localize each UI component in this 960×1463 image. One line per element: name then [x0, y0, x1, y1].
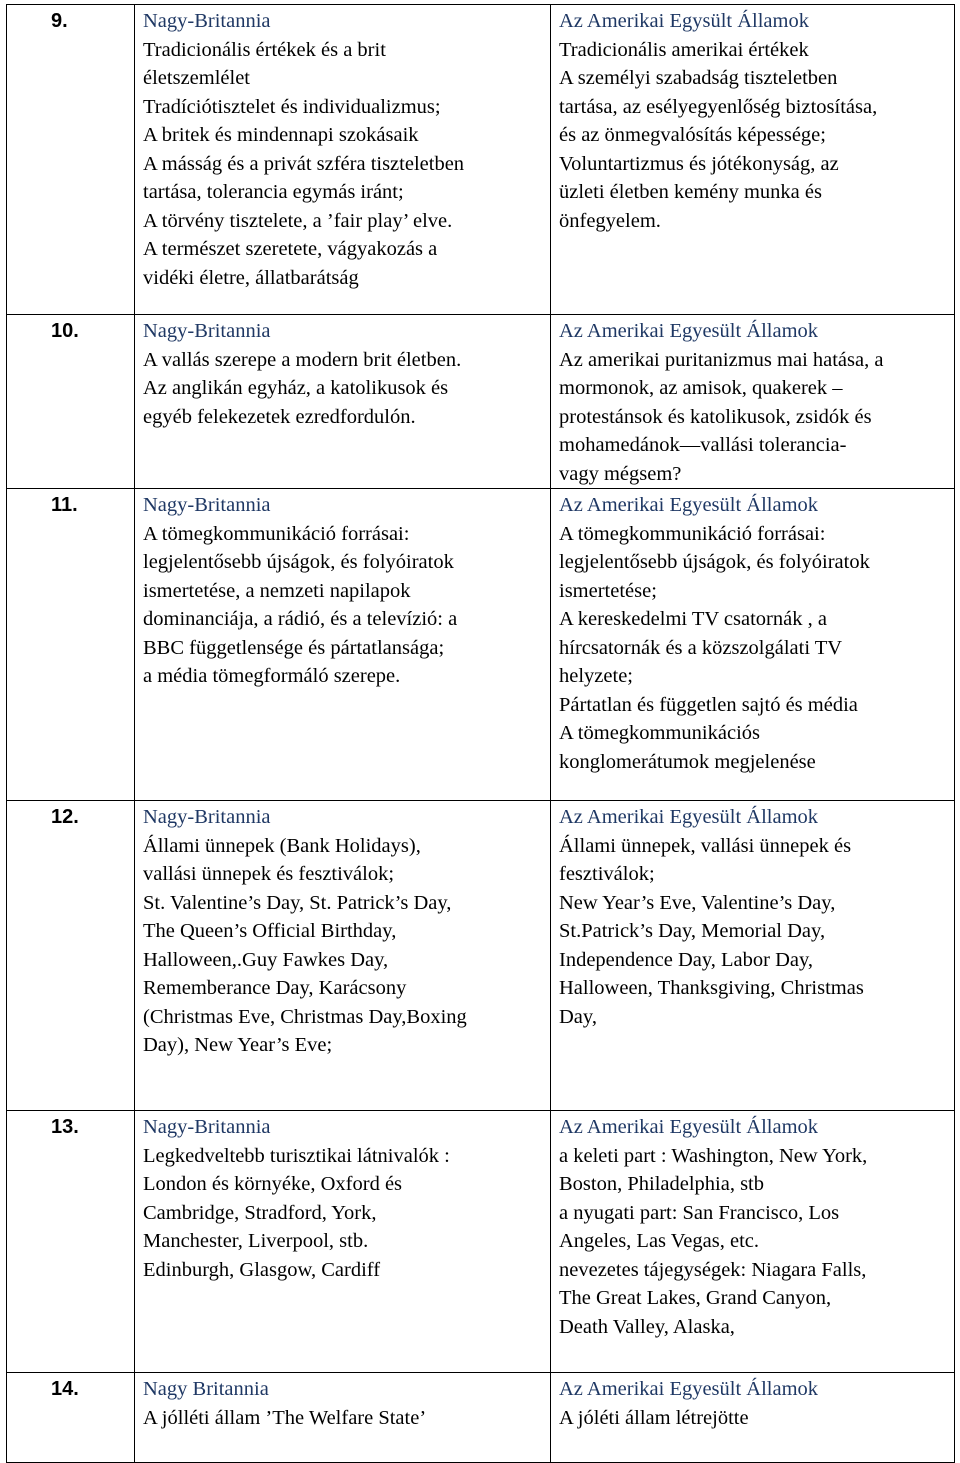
topic-text-line: Halloween,.Guy Fawkes Day, [143, 948, 389, 971]
us-topic-cell [551, 801, 955, 1111]
topic-text-line: A jólléti állam ’The Welfare State’ [143, 1406, 427, 1429]
topic-text-line: A másság és a privát szféra tiszteletben [143, 152, 465, 175]
uk-topic-cell [135, 5, 551, 315]
topic-text-line: Az amerikai puritanizmus mai hatása, a [559, 348, 884, 371]
topic-text-line: Tradicionális amerikai értékek [559, 38, 809, 61]
topic-text-line: Independence Day, Labor Day, [559, 948, 814, 971]
topic-text-line: (Christmas Eve, Christmas Day,Boxing [143, 1005, 467, 1028]
uk-country-heading: Nagy-Britannia [143, 320, 271, 342]
topic-text-line: A jóléti állam létrejötte [559, 1406, 749, 1429]
topic-number: 11. [7, 489, 135, 801]
topic-number: 12. [7, 801, 135, 1111]
topic-text-line: Tradíciótisztelet és individualizmus; [143, 95, 441, 118]
topic-text-line: és az önmegvalósítás képessége; [559, 124, 826, 146]
topics-table [6, 4, 955, 1463]
topic-row [7, 1373, 955, 1463]
topic-text-line: helyzete; [559, 665, 633, 687]
topic-text-line: nevezetes tájegységek: Niagara Falls, [559, 1258, 867, 1281]
topic-text-line: Day, [559, 1005, 597, 1028]
topic-text-line: A tömegkommunikációs [559, 722, 760, 744]
topic-row [7, 489, 955, 801]
us-topic-cell [551, 5, 955, 315]
uk-topic-cell [135, 1111, 551, 1373]
topic-text-line: Death Valley, Alaska, [559, 1315, 735, 1338]
topic-row [7, 1111, 955, 1373]
topic-text-line: egyéb felekezetek ezredfordulón. [143, 405, 416, 428]
uk-topic-cell [135, 801, 551, 1111]
us-topic-cell [551, 489, 955, 801]
us-country-heading: Az Amerikai Egyesült Államok [559, 1378, 819, 1400]
topic-text-line: tartása, tolerancia egymás iránt; [143, 181, 404, 203]
topic-number: 9. [7, 5, 135, 315]
topic-text-line: Tradicionális értékek és a brit [143, 38, 386, 61]
topic-text-line: A vallás szerepe a modern brit életben. [143, 348, 462, 371]
topic-text-line: Halloween, Thanksgiving, Christmas [559, 977, 864, 999]
uk-topic-cell [135, 489, 551, 801]
us-country-heading: Az Amerikai Egyesült Államok [559, 1116, 819, 1138]
topic-text-line: A személyi szabadság tiszteletben [559, 67, 838, 89]
uk-topic-cell [135, 1373, 551, 1463]
topic-text-line: A törvény tisztelete, a ’fair play’ elve. [143, 209, 453, 232]
us-country-heading: Az Amerikai Egysült Államok [559, 10, 809, 32]
uk-country-heading: Nagy-Britannia [143, 494, 271, 516]
topic-text-line: Boston, Philadelphia, stb [559, 1173, 764, 1195]
topic-number: 10. [7, 315, 135, 489]
topic-text-line: Voluntartizmus és jótékonyság, az [559, 152, 839, 175]
topic-text-line: ismertetése, a nemzeti napilapok [143, 579, 411, 602]
topic-row [7, 5, 955, 315]
topic-text-line: vallási ünnepek és fesztiválok; [143, 863, 395, 885]
topic-row [7, 801, 955, 1111]
topic-text-line: Edinburgh, Glasgow, Cardiff [143, 1258, 381, 1281]
topic-text-line: New Year’s Eve, Valentine’s Day, [559, 891, 836, 914]
uk-topic-cell [135, 315, 551, 489]
topic-text-line: Állami ünnepek (Bank Holidays), [143, 834, 421, 857]
topic-number: 13. [7, 1111, 135, 1373]
topic-text-line: The Great Lakes, Grand Canyon, [559, 1287, 832, 1309]
topic-text-line: önfegyelem. [559, 209, 661, 232]
topic-number: 14. [7, 1373, 135, 1463]
topic-text-line: Angeles, Las Vegas, etc. [559, 1230, 760, 1252]
topic-text-line: London és környéke, Oxford és [143, 1173, 403, 1195]
topic-text-line: Legkedveltebb turisztikai látnivalók : [143, 1144, 450, 1167]
topic-text-line: életszemlélet [143, 67, 250, 89]
document-page [6, 4, 954, 1463]
topic-text-line: a nyugati part: San Francisco, Los [559, 1201, 840, 1224]
topics-table-body [7, 5, 955, 1463]
topic-text-line: St.Patrick’s Day, Memorial Day, [559, 920, 826, 942]
us-country-heading: Az Amerikai Egyesült Államok [559, 806, 819, 828]
topic-text-line: Manchester, Liverpool, stb. [143, 1230, 369, 1252]
topic-text-line: A britek és mindennapi szokásaik [143, 124, 419, 146]
topic-text-line: BBC függetlensége és pártatlansága; [143, 636, 445, 659]
topic-text-line: A tömegkommunikáció forrásai: [559, 522, 826, 545]
uk-country-heading: Nagy Britannia [143, 1378, 269, 1400]
topic-text-line: Az anglikán egyház, a katolikusok és [143, 377, 449, 399]
uk-country-heading: Nagy-Britannia [143, 806, 271, 828]
topic-text-line: a média tömegformáló szerepe. [143, 665, 401, 687]
topic-text-line: A kereskedelmi TV csatornák , a [559, 608, 827, 630]
topic-text-line: A természet szeretete, vágyakozás a [143, 238, 438, 260]
us-country-heading: Az Amerikai Egyesült Államok [559, 320, 819, 342]
topic-text-line: legjelentősebb újságok, és folyóiratok [143, 551, 454, 573]
topic-text-line: legjelentősebb újságok, és folyóiratok [559, 551, 870, 573]
topic-text-line: fesztiválok; [559, 863, 655, 885]
topic-text-line: A tömegkommunikáció forrásai: [143, 522, 410, 545]
topic-text-line: a keleti part : Washington, New York, [559, 1144, 868, 1167]
topic-text-line: vidéki életre, állatbarátság [143, 266, 359, 289]
topic-text-line: mormonok, az amisok, quakerek – [559, 377, 843, 399]
topic-text-line: The Queen’s Official Birthday, [143, 920, 397, 942]
topic-text-line: mohamedánok—vallási tolerancia- [559, 434, 847, 456]
topic-text-line: vagy mégsem? [559, 462, 682, 485]
topic-text-line: hírcsatornák és a közszolgálati TV [559, 636, 843, 659]
topic-text-line: dominanciája, a rádió, és a televízió: a [143, 608, 458, 630]
topic-text-line: St. Valentine’s Day, St. Patrick’s Day, [143, 891, 452, 914]
topic-text-line: Rememberance Day, Karácsony [143, 977, 407, 999]
topic-text-line: Day), New Year’s Eve; [143, 1034, 333, 1056]
topic-text-line: Pártatlan és független sajtó és média [559, 693, 858, 716]
us-country-heading: Az Amerikai Egyesült Államok [559, 494, 819, 516]
us-topic-cell [551, 315, 955, 489]
topic-row [7, 315, 955, 489]
topic-text-line: ismertetése; [559, 579, 657, 602]
topic-text-line: konglomerátumok megjelenése [559, 750, 816, 773]
uk-country-heading: Nagy-Britannia [143, 1116, 271, 1138]
uk-country-heading: Nagy-Britannia [143, 10, 271, 32]
topic-text-line: Cambridge, Stradford, York, [143, 1201, 377, 1224]
topic-text-line: protestánsok és katolikusok, zsidók és [559, 405, 872, 428]
us-topic-cell [551, 1373, 955, 1463]
topic-text-line: üzleti életben kemény munka és [559, 181, 822, 203]
topic-text-line: tartása, az esélyegyenlőség biztosítása, [559, 95, 878, 118]
us-topic-cell [551, 1111, 955, 1373]
topic-text-line: Állami ünnepek, vallási ünnepek és [559, 834, 852, 857]
